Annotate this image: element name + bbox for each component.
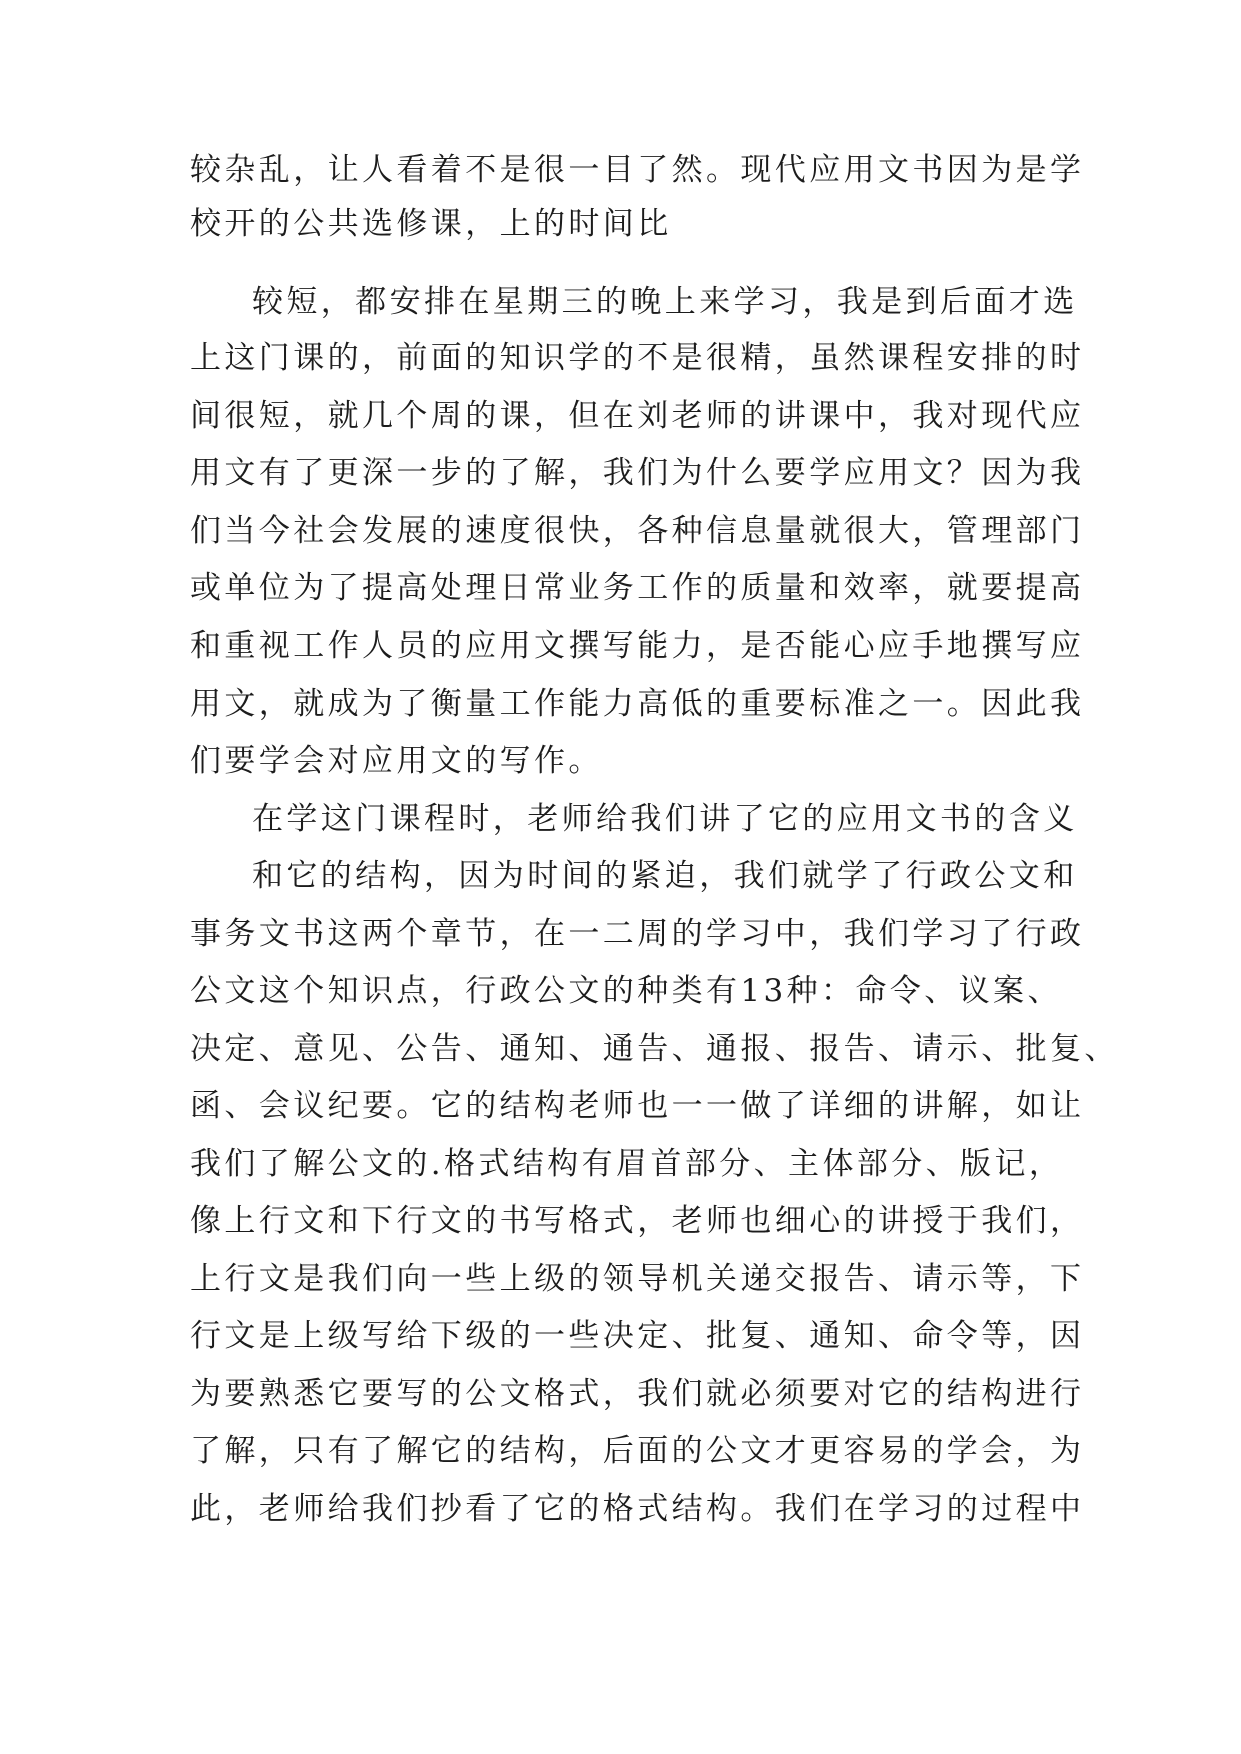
text-line: 们当今社会发展的速度很快，各种信息量就很大，管理部门	[190, 513, 1085, 549]
text-line: 上行文是我们向一些上级的领导机关递交报告、请示等，下	[190, 1261, 1085, 1297]
text-line: 们要学会对应用文的写作。	[190, 743, 603, 779]
text-line: 和重视工作人员的应用文撰写能力，是否能心应手地撰写应	[190, 628, 1085, 664]
text-line: 间很短，就几个周的课，但在刘老师的讲课中，我对现代应	[190, 398, 1085, 434]
text-line: 此，老师给我们抄看了它的格式结构。我们在学习的过程中	[190, 1491, 1085, 1527]
text-line: 行文是上级写给下级的一些决定、批复、通知、命令等，因	[190, 1318, 1085, 1354]
text-line: 较杂乱，让人看着不是很一目了然。现代应用文书因为是学	[190, 152, 1085, 188]
text-line: 用文，就成为了衡量工作能力高低的重要标准之一。因此我	[190, 686, 1085, 722]
text-line: 或单位为了提高处理日常业务工作的质量和效率，就要提高	[190, 570, 1085, 606]
text-line: 和它的结构，因为时间的紧迫，我们就学了行政公文和	[252, 858, 1078, 894]
text-line: 决定、意见、公告、通知、通告、通报、报告、请示、批复、	[190, 1031, 1119, 1067]
text-line: 事务文书这两个章节，在一二周的学习中，我们学习了行政	[190, 916, 1085, 952]
text-line: 上这门课的，前面的知识学的不是很精，虽然课程安排的时	[190, 340, 1085, 376]
text-line: 像上行文和下行文的书写格式，老师也细心的讲授于我们，	[190, 1203, 1085, 1239]
text-line: 在学这门课程时，老师给我们讲了它的应用文书的含义	[252, 801, 1078, 837]
text-line: 了解，只有了解它的结构，后面的公文才更容易的学会，为	[190, 1433, 1085, 1469]
text-line: 校开的公共选修课，上的时间比	[190, 206, 672, 242]
text-line: 用文有了更深一步的了解，我们为什么要学应用文？因为我	[190, 455, 1085, 491]
text-line: 较短，都安排在星期三的晚上来学习，我是到后面才选	[252, 284, 1078, 320]
text-line: 函、会议纪要。它的结构老师也一一做了详细的讲解，如让	[190, 1088, 1085, 1124]
text-line: 为要熟悉它要写的公文格式，我们就必须要对它的结构进行	[190, 1376, 1085, 1412]
text-line: 我们了解公文的.格式结构有眉首部分、主体部分、版记，	[190, 1146, 1064, 1182]
text-line: 公文这个知识点，行政公文的种类有13种：命令、议案、	[190, 973, 1062, 1009]
